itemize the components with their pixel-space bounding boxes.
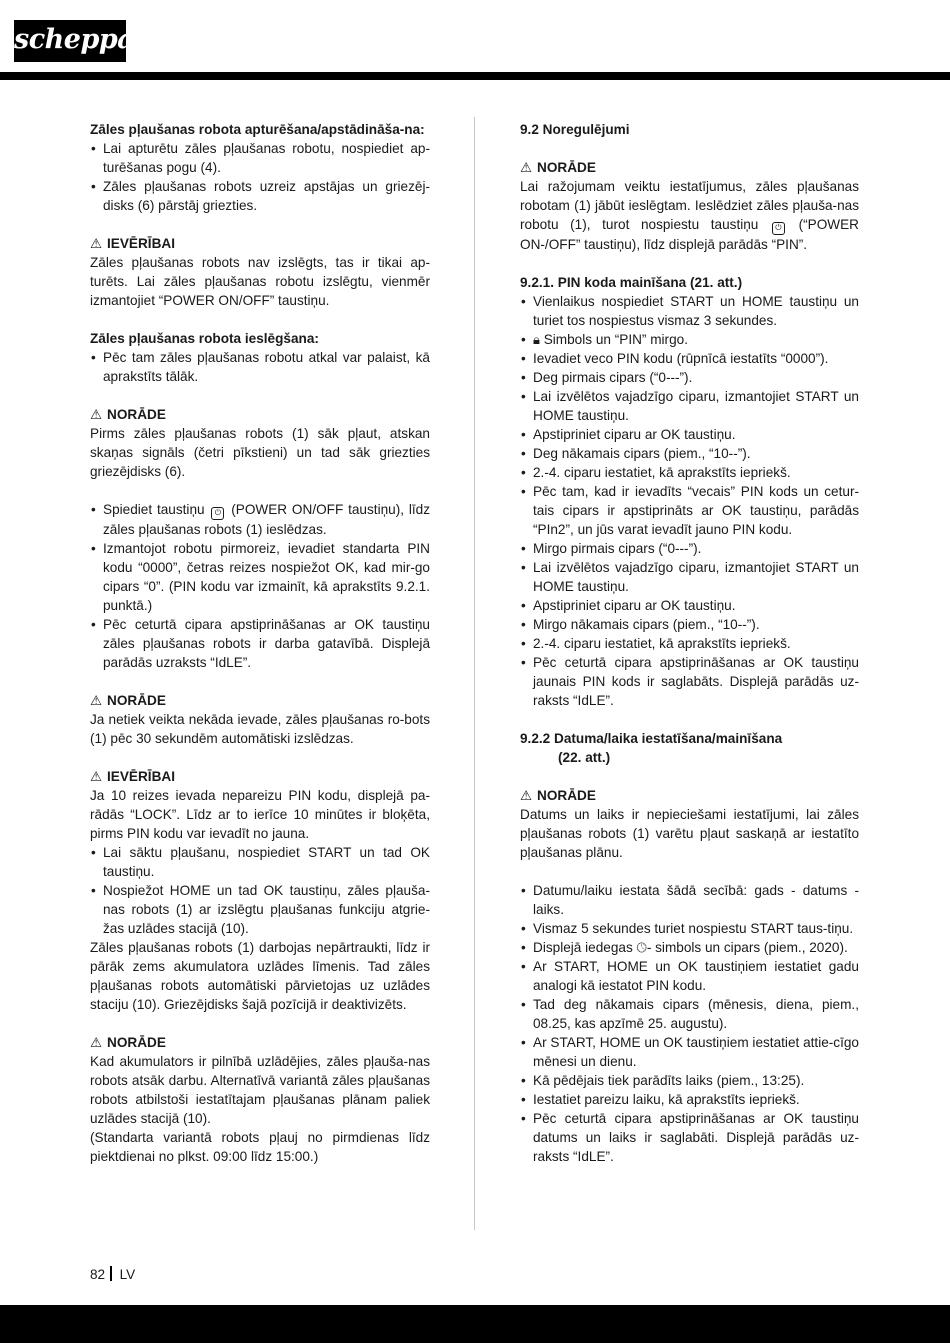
note-heading: ⚠ NORĀDE [520, 788, 596, 803]
list-item: • Deg nākamais cipars (piem., “10--”). [520, 444, 859, 463]
caution-list [90, 843, 430, 938]
caution-heading: ⚠ IEVĒRĪBAI [90, 769, 175, 784]
caution-heading: ⚠ IEVĒRĪBAI [90, 236, 175, 251]
section-heading: 9.2 Noregulējumi [520, 122, 630, 137]
page-footer [90, 1266, 135, 1282]
left-column [90, 120, 430, 1166]
list-item: • Vismaz 5 sekundes turiet nospiestu START taus-tiņu. [520, 919, 859, 938]
note-text: Lai ražojumam veiktu iestatījumus, zāles pļaušanas robotam (1) jābūt ieslēgtam. Ieslēdziet zāles pļauša-nas robotu (1), turot nospiestu taustiņu ⏻ (“POWER ON-/OFF” taustiņu), līdz displejā parādās “PIN”. [520, 179, 859, 252]
list-item: • Nospiežot HOME un tad OK taustiņu, zāles pļauša-nas robots (1) ar izslēgtu pļaušanas funkciju atgrie-žas uzlādes stacijā (10). [90, 881, 430, 938]
note-text: Datums un laiks ir nepieciešami iestatījumi, lai zāles pļaušanas robots (1) varētu pļaut saskaņā ar iestatīto pļaušanas plānu. [520, 807, 859, 860]
list-item: • Lai apturētu zāles pļaušanas robotu, nospiediet ap-turēšanas pogu (4). [90, 139, 430, 177]
warning-icon: ⚠ [90, 236, 103, 251]
date-heading-sub: (22. att.) [558, 750, 611, 765]
list-item: • Kā pēdējais tiek parādīts laiks (piem., 13:25). [520, 1071, 859, 1090]
pin-list [520, 292, 859, 710]
footer-bar [0, 1305, 950, 1343]
brand-logo: scheppach [14, 20, 126, 62]
warning-icon: ⚠ [520, 160, 533, 175]
list-item: • Ievadiet veco PIN kodu (rūpnīcā iestatīts “0000”). [520, 349, 859, 368]
note-text: Ja netiek veikta nekāda ievade, zāles pļaušanas ro-bots (1) pēc 30 sekundēm automātiski izslēdzas. [90, 712, 430, 746]
list-item: • Lai izvēlētos vajadzīgo ciparu, izmantojiet START un HOME taustiņu. [520, 387, 859, 425]
note-heading: ⚠ NORĀDE [90, 407, 166, 422]
list-item: • Mirgo pirmais cipars (“0---”). [520, 539, 859, 558]
warning-icon: ⚠ [90, 1035, 103, 1050]
list-item: • 2.-4. ciparu iestatiet, kā aprakstīts iepriekš. [520, 634, 859, 653]
list-item: • Deg pirmais cipars (“0---”). [520, 368, 859, 387]
power-list [90, 500, 430, 672]
list-item: • Pēc tam zāles pļaušanas robotu atkal var palaist, kā aprakstīts tālāk. [90, 348, 430, 386]
list-item: • 2.-4. ciparu iestatiet, kā aprakstīts iepriekš. [520, 463, 859, 482]
list-item: • 🔒︎ Simbols un “PIN” mirgo. [520, 330, 859, 349]
list-item: • Lai sāktu pļaušanu, nospiediet START un tad OK taustiņu. [90, 843, 430, 881]
list-item: • Pēc ceturtā cipara apstiprināšanas ar OK taustiņu zāles pļaušanas robots ir darba gatavībā. Displejā parādās uzraksts “IdLE”. [90, 615, 430, 672]
list-item: • Pēc tam, kad ir ievadīts “vecais” PIN kods un cetur-tais cipars ir apstiprināts ar OK taustiņu, parādās “PIn2”, un jūs varat ievadīt jauno PIN kodu. [520, 482, 859, 539]
list-item: • Izmantojot robotu pirmoreiz, ievadiet standarta PIN kodu “0000”, četras reizes nospiežot OK, kad mir-go cipars “0”. (PIN kodu var izmainīt, kā aprakstīts 9.2.1. punktā.) [90, 539, 430, 615]
note-heading: ⚠ NORĀDE [90, 1035, 166, 1050]
list-item: • Apstipriniet ciparu ar OK taustiņu. [520, 596, 859, 615]
note-heading: ⚠ NORĀDE [90, 693, 166, 708]
warning-icon: ⚠ [90, 407, 103, 422]
warning-icon: ⚠ [90, 693, 103, 708]
stop-list [90, 139, 430, 215]
list-item: • Ar START, HOME un OK taustiņiem iestatiet attie-cīgo mēnesi un dienu. [520, 1033, 859, 1071]
note-text: (Standarta variantā robots pļauj no pirmdienas līdz piektdienai no plkst. 09:00 līdz 15:00.) [90, 1130, 430, 1164]
language-code: LV [119, 1267, 136, 1282]
note-text: Kad akumulators ir pilnībā uzlādējies, zāles pļauša-nas robots atsāk darbu. Alternatīvā variantā zāles pļaušanas robots atbilstoši iestatītajam pļaušanas plānam paliek uzlādes stacijā (10). [90, 1054, 430, 1126]
list-item: • Spiediet taustiņu ⏻ (POWER ON/OFF taustiņu), līdz zāles pļaušanas robots (1) ieslēdzas. [90, 500, 430, 539]
page-number: 82 [90, 1267, 106, 1282]
column-divider [474, 117, 475, 1230]
caution-text: Zāles pļaušanas robots (1) darbojas nepārtraukti, līdz ir pārāk zems akumulatora uzlādes līmenis. Tad zāles pļaušanas robots automātiski pārvietojas uz uzlādes staciju (10). Griezējdisks šajā pozīcijā ir deaktivizēts. [90, 940, 430, 1012]
list-item: • Datumu/laiku iestata šādā secībā: gads - datums - laiks. [520, 881, 859, 919]
start-list [90, 348, 430, 386]
header-bar [0, 72, 950, 80]
date-heading: 9.2.2 Datuma/laika iestatīšana/mainīšana [520, 731, 783, 746]
list-item: • Displejā iedegas 🕓︎- simbols un cipars (piem., 2020). [520, 938, 859, 957]
list-item: • Pēc ceturtā cipara apstiprināšanas ar OK taustiņu datums un laiks ir saglabāti. Displejā parādās uz-raksts “IdLE”. [520, 1109, 859, 1166]
caution-text: Zāles pļaušanas robots nav izslēgts, tas ir tikai ap-turēts. Lai zāles pļaušanas robotu izslēgtu, vienmēr izmantojiet “POWER ON/OFF” taustiņu. [90, 255, 430, 308]
list-item: • Pēc ceturtā cipara apstiprināšanas ar OK taustiņu jaunais PIN kods ir saglabāts. Displejā parādās uz-raksts “IdLE”. [520, 653, 859, 710]
power-button-icon: ⏻ [772, 222, 785, 235]
date-list [520, 881, 859, 1166]
list-item: • Zāles pļaušanas robots uzreiz apstājas un griezēj-disks (6) pārstāj griezties. [90, 177, 430, 215]
list-item: • Iestatiet pareizu laiku, kā aprakstīts iepriekš. [520, 1090, 859, 1109]
list-item: • Mirgo nākamais cipars (piem., “10--”). [520, 615, 859, 634]
list-item: • Ar START, HOME un OK taustiņiem iestatiet gadu analogi kā iestatot PIN kodu. [520, 957, 859, 995]
caution-text: Ja 10 reizes ievada nepareizu PIN kodu, displejā pa-rādās “LOCK”. Līdz ar to ierīce 10 minūtes ir bloķēta, pirms PIN kodu var ievadīt no jauna. [90, 788, 430, 841]
clock-icon: 🕓︎ [636, 940, 647, 955]
list-item: • Lai izvēlētos vajadzīgo ciparu, izmantojiet START un HOME taustiņu. [520, 558, 859, 596]
power-button-icon: ⏻ [211, 507, 224, 520]
list-item: • Tad deg nākamais cipars (mēnesis, diena, piem., 08.25, kas apzīmē 25. augustu). [520, 995, 859, 1033]
pin-heading: 9.2.1. PIN koda mainīšana (21. att.) [520, 275, 743, 290]
lock-icon: 🔒︎ [533, 332, 540, 347]
start-heading: Zāles pļaušanas robota ieslēgšana: [90, 331, 319, 346]
warning-icon: ⚠ [90, 769, 103, 784]
list-item: • Vienlaikus nospiediet START un HOME taustiņu un turiet tos nospiestus vismaz 3 sekundes. [520, 292, 859, 330]
note-heading: ⚠ NORĀDE [520, 160, 596, 175]
footer-separator [110, 1266, 112, 1281]
note-text: Pirms zāles pļaušanas robots (1) sāk pļaut, atskan skaņas signāls (četri pīkstieni) un tad sāk griezties griezējdisks (6). [90, 426, 430, 479]
right-column [520, 120, 859, 1166]
list-item: • Apstipriniet ciparu ar OK taustiņu. [520, 425, 859, 444]
stop-heading: Zāles pļaušanas robota apturēšana/apstādināša-na: [90, 122, 425, 137]
warning-icon: ⚠ [520, 788, 533, 803]
